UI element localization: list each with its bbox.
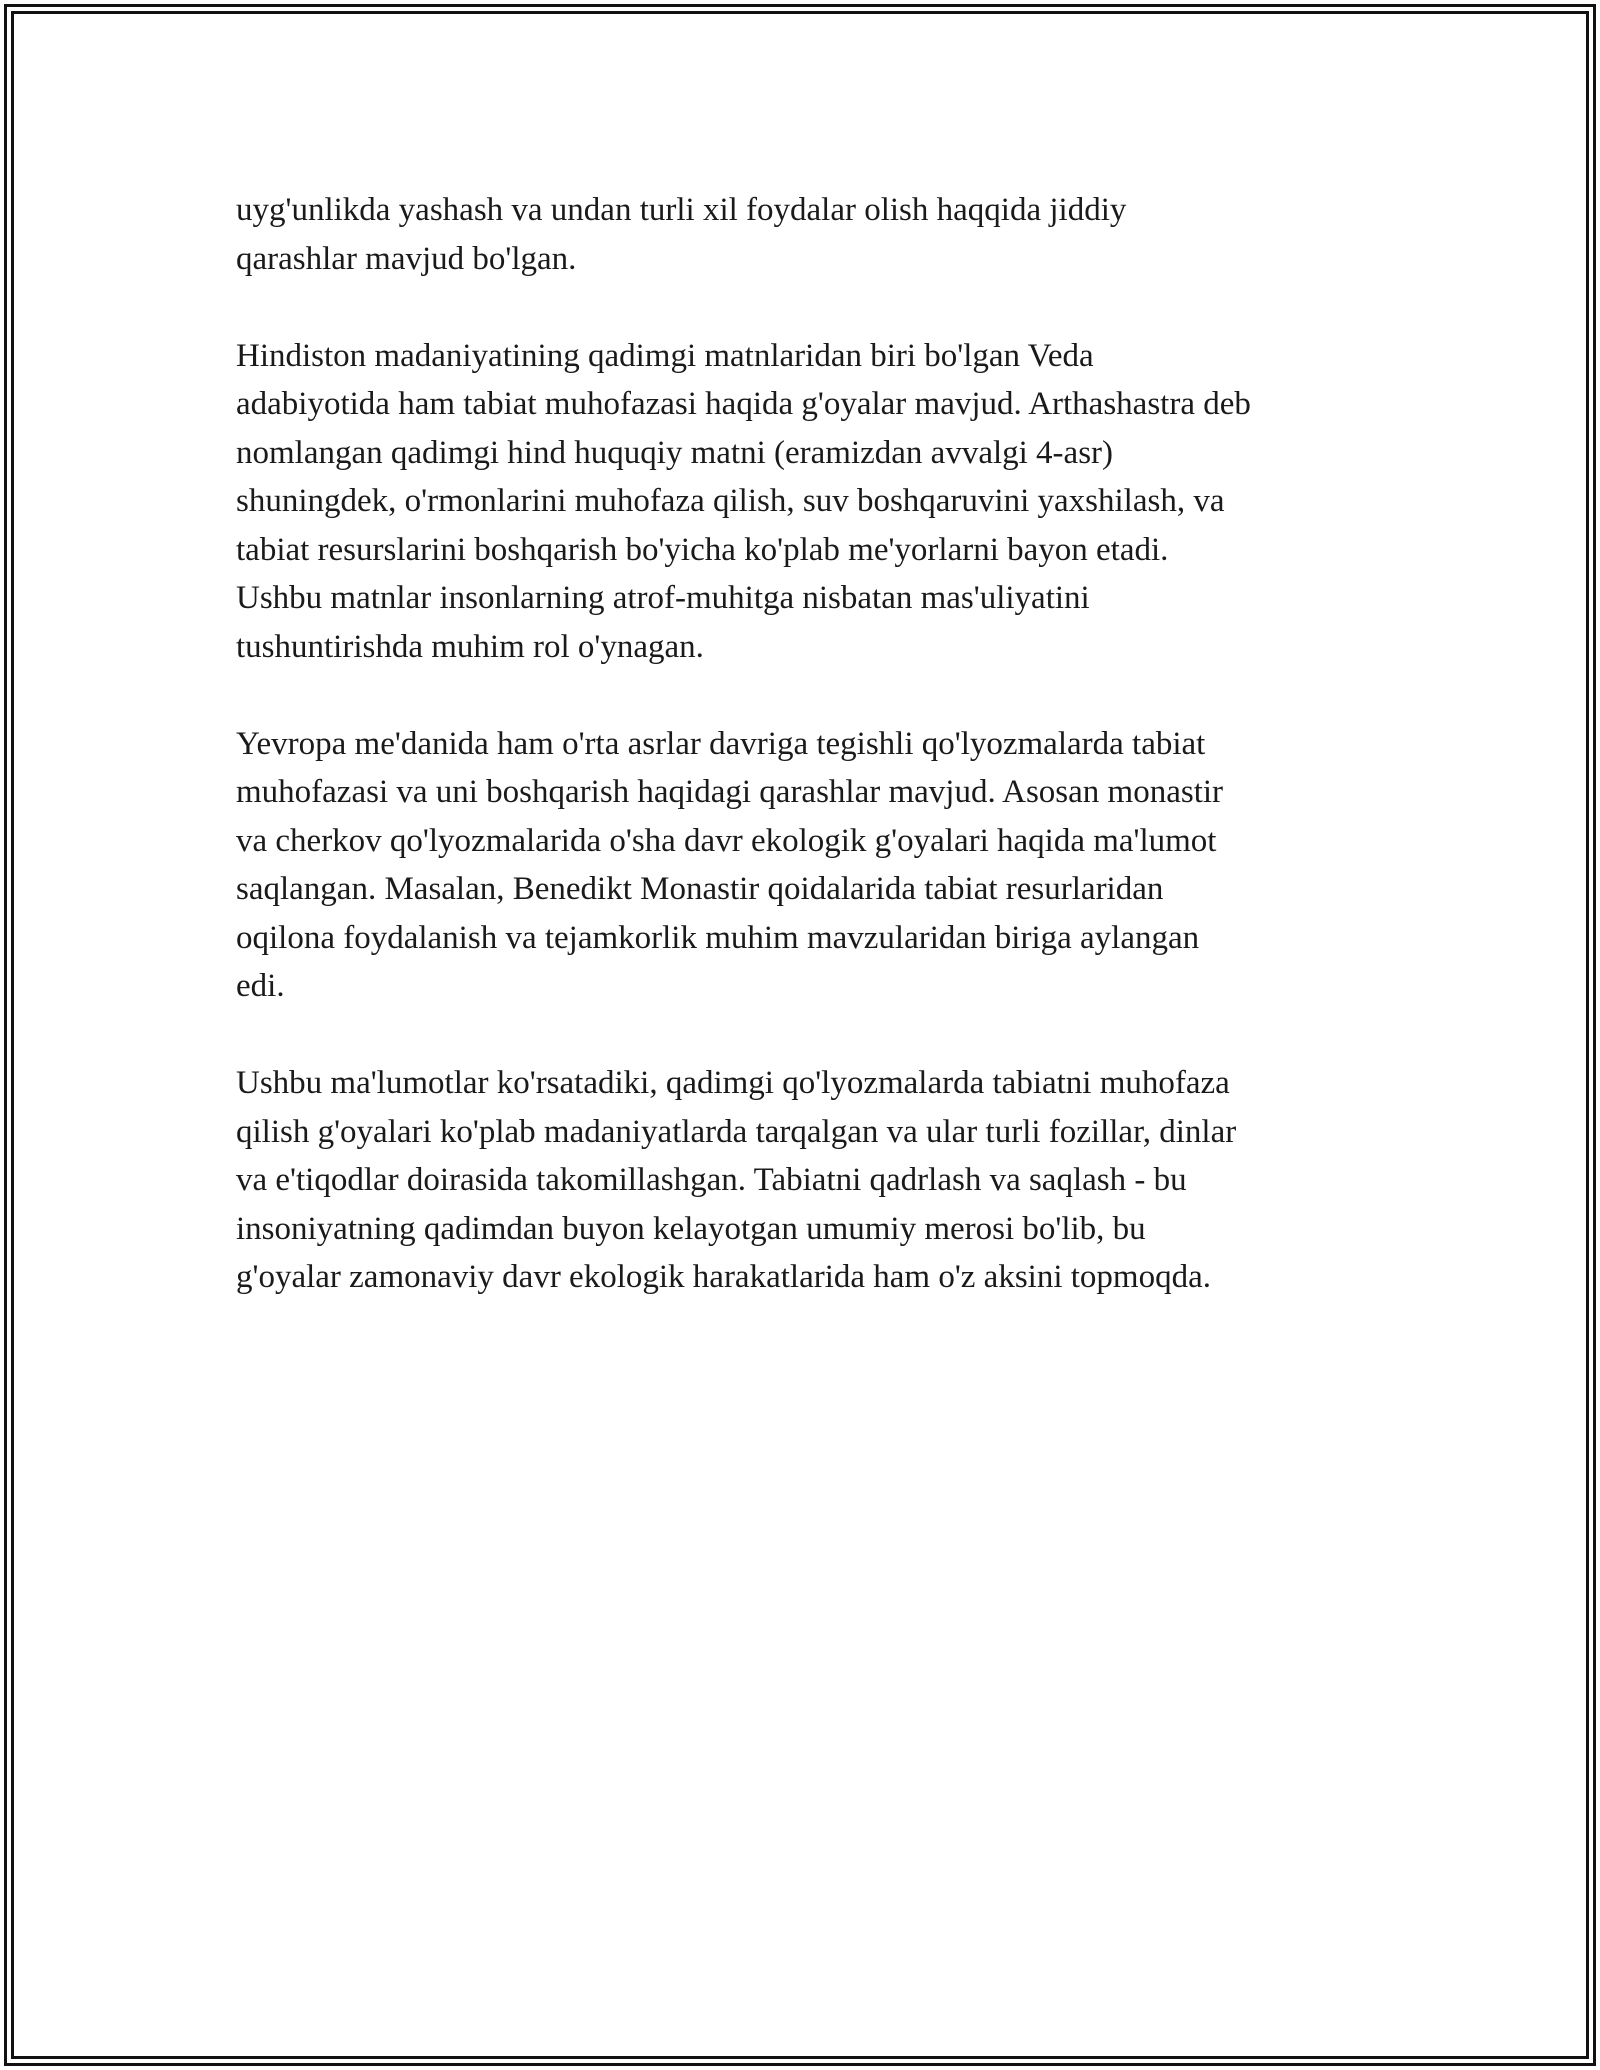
text-line: qilish g'oyalari ko'plab madaniyatlarda tarqalgan va ular turli fozillar, dinlar [236,1113,1237,1150]
text-line: shuningdek, o'rmonlarini muhofaza qilish, suv boshqaruvini yaxshilash, va [236,483,1225,519]
text-line: edi. [236,968,285,1004]
text-line: adabiyotida ham tabiat muhofazasi haqida g'oyalar mavjud. Arthashastra deb [236,386,1251,422]
text-line: nomlangan qadimgi hind huquqiy matni (eramizdan avvalgi 4-asr) [236,434,1114,471]
paragraph-2 [236,332,1386,672]
text-line: saqlangan. Masalan, Benedikt Monastir qoidalarida tabiat resurlaridan [236,871,1164,907]
text-line: tabiat resurslarini boshqarish bo'yicha ko'plab me'yorlarni bayon etadi. [236,531,1169,568]
document-body [236,186,1386,1350]
text-line: g'oyalar zamonaviy davr ekologik harakatlarida ham o'z aksini topmoqda. [236,1259,1211,1295]
text-line: qarashlar mavjud bo'lgan. [236,240,577,277]
text-line: insoniyatning qadimdan buyon kelayotgan umumiy merosi bo'lib, bu [236,1210,1146,1247]
text-line: muhofazasi va uni boshqarish haqidagi qarashlar mavjud. Asosan monastir [236,774,1224,810]
text-line: oqilona foydalanish va tejamkorlik muhim mavzularidan biriga aylangan [236,919,1200,956]
text-line: va e'tiqodlar doirasida takomillashgan. Tabiatni qadrlash va saqlash - bu [236,1162,1187,1198]
paragraph-4 [236,1059,1386,1302]
text-line: Ushbu ma'lumotlar ko'rsatadiki, qadimgi qo'lyozmalarda tabiatni muhofaza [236,1065,1230,1101]
paragraph-3 [236,720,1386,1011]
text-line: tushuntirishda muhim rol o'ynagan. [236,628,704,665]
text-line: uyg'unlikda yashash va undan turli xil foydalar olish haqqida jiddiy [236,192,1127,228]
text-line: Yevropa me'danida ham o'rta asrlar davriga tegishli qo'lyozmalarda tabiat [236,725,1206,762]
paragraph-1 [236,186,1386,283]
text-line: Hindiston madaniyatining qadimgi matnlaridan biri bo'lgan Veda [236,337,1094,374]
text-line: Ushbu matnlar insonlarning atrof-muhitga nisbatan mas'uliyatini [236,580,1090,616]
text-line: va cherkov qo'lyozmalarida o'sha davr ekologik g'oyalari haqida ma'lumot [236,822,1217,859]
